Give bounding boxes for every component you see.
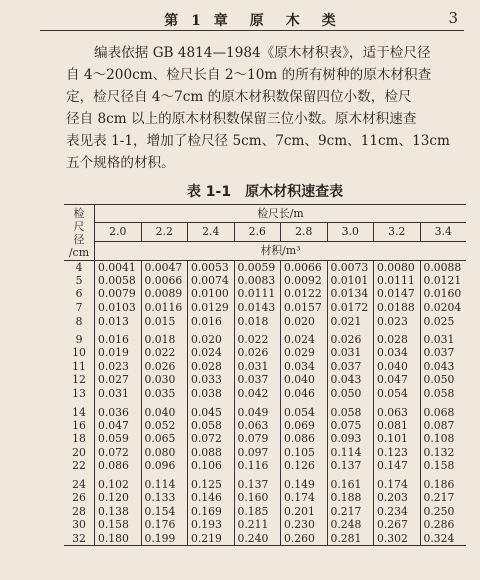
volume-cell: 0.176 bbox=[141, 518, 188, 532]
volume-cell: 0.079 bbox=[234, 432, 281, 446]
volume-cell: 0.147 bbox=[374, 460, 421, 474]
table-row bbox=[64, 387, 466, 401]
volume-cell: 0.075 bbox=[327, 419, 374, 433]
volume-cell: 0.037 bbox=[420, 346, 466, 360]
volume-cell: 0.0147 bbox=[374, 288, 421, 302]
length-cell: 2.4 bbox=[188, 223, 235, 242]
table-row bbox=[64, 518, 466, 532]
volume-cell: 0.132 bbox=[420, 446, 466, 460]
volume-cell: 0.093 bbox=[327, 432, 374, 446]
volume-cell: 0.286 bbox=[420, 518, 466, 532]
volume-table bbox=[64, 204, 466, 546]
volume-cell: 0.043 bbox=[327, 374, 374, 388]
volume-cell: 0.019 bbox=[98, 346, 129, 360]
volume-cell: 0.120 bbox=[98, 491, 129, 505]
volume-cell: 0.072 bbox=[188, 432, 235, 446]
volume-cell: 0.045 bbox=[188, 401, 235, 419]
volume-cell: 0.0100 bbox=[188, 288, 235, 302]
volume-cell: 0.199 bbox=[141, 532, 188, 546]
volume-cell: 0.088 bbox=[188, 446, 235, 460]
length-cell: 3.0 bbox=[327, 223, 374, 242]
volume-cell: 0.013 bbox=[98, 314, 129, 328]
volume-cell: 0.0121 bbox=[420, 274, 466, 288]
volume-cell: 0.028 bbox=[188, 360, 235, 374]
volume-cell: 0.248 bbox=[327, 518, 374, 532]
diameter-cell: 10 bbox=[64, 346, 95, 360]
table-row bbox=[64, 274, 466, 288]
volume-cell: 0.034 bbox=[374, 346, 421, 360]
intro-paragraph bbox=[66, 42, 464, 174]
paragraph-line: 编表依据 GB 4814—1984《原木材积表》，适于检尺径 bbox=[94, 45, 431, 61]
diameter-cell: 9 bbox=[64, 328, 95, 346]
volume-cell: 0.234 bbox=[374, 505, 421, 519]
volume-cell: 0.0066 bbox=[141, 274, 188, 288]
volume-cell: 0.146 bbox=[188, 491, 235, 505]
length-cell: 2.6 bbox=[234, 223, 281, 242]
table-row bbox=[64, 360, 466, 374]
volume-cell: 0.081 bbox=[374, 419, 421, 433]
volume-cell: 0.161 bbox=[327, 473, 374, 491]
diameter-cell: 16 bbox=[64, 419, 95, 433]
volume-cell: 0.024 bbox=[281, 328, 328, 346]
volume-cell: 0.114 bbox=[141, 473, 188, 491]
chapter-title: 第 1 章 原 木 类 bbox=[164, 13, 340, 29]
paragraph-line: 五个规格的材积。 bbox=[66, 155, 175, 171]
volume-cell: 0.022 bbox=[141, 346, 188, 360]
volume-cell: 0.260 bbox=[281, 532, 328, 546]
volume-cell: 0.059 bbox=[98, 432, 129, 446]
volume-cell: 0.034 bbox=[281, 360, 328, 374]
diameter-cell: 13 bbox=[64, 387, 95, 401]
volume-cell: 0.054 bbox=[281, 401, 328, 419]
volume-cell: 0.106 bbox=[188, 460, 235, 474]
volume-cell: 0.042 bbox=[234, 387, 281, 401]
paragraph-line: 自 4～200cm、检尺长自 2～10m 的所有树种的原木材积查 bbox=[66, 67, 432, 83]
volume-cell: 0.029 bbox=[281, 346, 328, 360]
diameter-cell: 11 bbox=[64, 360, 95, 374]
volume-cell: 0.024 bbox=[188, 346, 235, 360]
volume-cell: 0.086 bbox=[281, 432, 328, 446]
diameter-cell: 12 bbox=[64, 374, 95, 388]
volume-cell: 0.072 bbox=[98, 445, 129, 459]
volume-cell: 0.036 bbox=[98, 405, 129, 419]
table-row bbox=[64, 532, 466, 546]
volume-cell: 0.324 bbox=[420, 532, 466, 546]
volume-cell: 0.0079 bbox=[98, 287, 136, 301]
volume-cell: 0.050 bbox=[420, 374, 466, 388]
volume-cell: 0.063 bbox=[234, 419, 281, 433]
table-row bbox=[64, 473, 466, 491]
volume-cell: 0.063 bbox=[374, 401, 421, 419]
paragraph-line: 表见表 1-1，增加了检尺径 5cm、7cm、9cm、11cm、13cm bbox=[66, 133, 450, 149]
diameter-cell: 20 bbox=[64, 446, 95, 460]
volume-cell: 0.160 bbox=[234, 491, 281, 505]
volume-cell: 0.211 bbox=[234, 518, 281, 532]
volume-cell: 0.0160 bbox=[420, 288, 466, 302]
stub-line: /cm bbox=[68, 245, 90, 259]
volume-header-text: 材积/m³ bbox=[260, 244, 301, 257]
diameter-cell: 8 bbox=[64, 315, 95, 329]
volume-cell: 0.116 bbox=[234, 460, 281, 474]
volume-cell: 0.102 bbox=[98, 478, 129, 492]
length-cell: 2.0 bbox=[95, 223, 142, 242]
table-row bbox=[64, 315, 466, 329]
volume-cell: 0.047 bbox=[98, 418, 129, 432]
volume-cell: 0.040 bbox=[374, 360, 421, 374]
table-row bbox=[64, 432, 466, 446]
volume-cell: 0.188 bbox=[327, 491, 374, 505]
volume-cell: 0.0103 bbox=[98, 301, 136, 315]
volume-cell: 0.020 bbox=[188, 328, 235, 346]
volume-cell: 0.016 bbox=[98, 333, 129, 347]
diameter-cell: 24 bbox=[64, 473, 95, 491]
stub-line: 径 bbox=[73, 232, 85, 246]
volume-cell: 0.018 bbox=[234, 315, 281, 329]
volume-cell: 0.0089 bbox=[141, 288, 188, 302]
table-row bbox=[64, 401, 466, 419]
table-row bbox=[64, 346, 466, 360]
volume-cell: 0.126 bbox=[281, 460, 328, 474]
volume-cell: 0.040 bbox=[141, 401, 188, 419]
table-row bbox=[64, 288, 466, 302]
volume-cell: 0.137 bbox=[327, 460, 374, 474]
volume-cell: 0.138 bbox=[98, 504, 129, 518]
volume-cell: 0.047 bbox=[374, 374, 421, 388]
volume-cell: 0.169 bbox=[188, 505, 235, 519]
volume-cell: 0.0111 bbox=[234, 288, 281, 302]
table-row bbox=[64, 505, 466, 519]
volume-cell: 0.0111 bbox=[374, 274, 421, 288]
volume-cell: 0.058 bbox=[420, 387, 466, 401]
volume-cell: 0.0092 bbox=[281, 274, 328, 288]
volume-cell: 0.0053 bbox=[188, 261, 235, 275]
volume-cell: 0.0122 bbox=[281, 288, 328, 302]
volume-cell: 0.038 bbox=[188, 387, 235, 401]
volume-cell: 0.043 bbox=[420, 360, 466, 374]
volume-cell: 0.267 bbox=[374, 518, 421, 532]
stub-line: 尺 bbox=[73, 219, 85, 233]
diameter-cell: 32 bbox=[64, 532, 95, 546]
table-row bbox=[64, 301, 466, 315]
volume-cell: 0.031 bbox=[98, 387, 129, 401]
length-cell: 2.8 bbox=[281, 223, 328, 242]
volume-cell: 0.0088 bbox=[420, 261, 466, 275]
volume-cell: 0.031 bbox=[420, 328, 466, 346]
volume-cell: 0.052 bbox=[141, 419, 188, 433]
volume-cell: 0.0080 bbox=[374, 261, 421, 275]
length-cell: 3.2 bbox=[374, 223, 421, 242]
volume-cell: 0.123 bbox=[374, 446, 421, 460]
volume-cell: 0.133 bbox=[141, 491, 188, 505]
volume-cell: 0.022 bbox=[234, 328, 281, 346]
volume-cell: 0.097 bbox=[234, 446, 281, 460]
volume-cell: 0.027 bbox=[98, 373, 129, 387]
diameter-cell: 28 bbox=[64, 505, 95, 519]
stub-line: 检 bbox=[73, 206, 85, 220]
volume-cell: 0.281 bbox=[327, 532, 374, 546]
volume-cell: 0.0058 bbox=[98, 273, 136, 287]
volume-cell: 0.065 bbox=[141, 432, 188, 446]
length-row bbox=[64, 223, 466, 242]
diameter-stub-header bbox=[64, 205, 95, 261]
volume-cell: 0.031 bbox=[327, 346, 374, 360]
volume-cell: 0.049 bbox=[234, 401, 281, 419]
page-header bbox=[40, 8, 464, 31]
volume-cell: 0.158 bbox=[98, 518, 129, 532]
diameter-cell: 5 bbox=[64, 274, 95, 288]
table-row bbox=[64, 374, 466, 388]
volume-cell: 0.021 bbox=[327, 315, 374, 329]
volume-cell: 0.0047 bbox=[141, 261, 188, 275]
volume-cell: 0.016 bbox=[188, 315, 235, 329]
volume-cell: 0.0074 bbox=[188, 274, 235, 288]
volume-cell: 0.0101 bbox=[327, 274, 374, 288]
volume-cell: 0.0172 bbox=[327, 301, 374, 315]
volume-cell: 0.033 bbox=[188, 374, 235, 388]
volume-cell: 0.174 bbox=[281, 491, 328, 505]
volume-cell: 0.203 bbox=[374, 491, 421, 505]
volume-cell: 0.028 bbox=[374, 328, 421, 346]
volume-cell: 0.069 bbox=[281, 419, 328, 433]
diameter-cell: 14 bbox=[64, 401, 95, 419]
volume-cell: 0.026 bbox=[234, 346, 281, 360]
volume-cell: 0.0129 bbox=[188, 301, 235, 315]
volume-cell: 0.0157 bbox=[281, 301, 328, 315]
volume-cell: 0.0083 bbox=[234, 274, 281, 288]
volume-cell: 0.040 bbox=[281, 374, 328, 388]
length-cell: 2.2 bbox=[141, 223, 188, 242]
volume-cell: 0.105 bbox=[281, 446, 328, 460]
diameter-cell: 26 bbox=[64, 491, 95, 505]
volume-cell: 0.137 bbox=[234, 473, 281, 491]
volume-cell: 0.023 bbox=[98, 359, 129, 373]
paragraph-line: 径自 8cm 以上的原木材积数保留三位小数。原木材积速查 bbox=[66, 111, 417, 127]
volume-cell: 0.0143 bbox=[234, 301, 281, 315]
volume-cell: 0.054 bbox=[374, 387, 421, 401]
volume-cell: 0.023 bbox=[374, 315, 421, 329]
table-row bbox=[64, 491, 466, 505]
volume-header bbox=[95, 242, 467, 261]
volume-cell: 0.180 bbox=[95, 532, 142, 546]
volume-cell: 0.219 bbox=[188, 532, 235, 546]
volume-cell: 0.217 bbox=[327, 505, 374, 519]
volume-cell: 0.186 bbox=[420, 473, 466, 491]
diameter-cell: 4 bbox=[64, 261, 95, 275]
table-row bbox=[64, 419, 466, 433]
volume-cell: 0.174 bbox=[374, 473, 421, 491]
diameter-cell: 30 bbox=[64, 518, 95, 532]
volume-cell: 0.086 bbox=[98, 459, 129, 473]
volume-cell: 0.217 bbox=[420, 491, 466, 505]
volume-cell: 0.201 bbox=[281, 505, 328, 519]
volume-cell: 0.154 bbox=[141, 505, 188, 519]
volume-cell: 0.0188 bbox=[374, 301, 421, 315]
volume-cell: 0.058 bbox=[327, 401, 374, 419]
volume-cell: 0.050 bbox=[327, 387, 374, 401]
volume-cell: 0.185 bbox=[234, 505, 281, 519]
volume-cell: 0.037 bbox=[234, 374, 281, 388]
volume-cell: 0.018 bbox=[141, 328, 188, 346]
table-row bbox=[64, 460, 466, 474]
volume-cell: 0.068 bbox=[420, 401, 466, 419]
length-cell: 3.4 bbox=[420, 223, 466, 242]
volume-cell: 0.240 bbox=[234, 532, 281, 546]
volume-cell: 0.080 bbox=[141, 446, 188, 460]
volume-cell: 0.158 bbox=[420, 460, 466, 474]
volume-cell: 0.015 bbox=[141, 315, 188, 329]
diameter-cell: 18 bbox=[64, 432, 95, 446]
volume-cell: 0.125 bbox=[188, 473, 235, 491]
volume-cell: 0.035 bbox=[141, 387, 188, 401]
volume-cell: 0.0041 bbox=[98, 260, 136, 274]
volume-cell: 0.030 bbox=[141, 374, 188, 388]
table-caption: 表 1-1 原木材积速查表 bbox=[186, 184, 344, 200]
volume-cell: 0.0116 bbox=[141, 301, 188, 315]
volume-cell: 0.230 bbox=[281, 518, 328, 532]
volume-cell: 0.096 bbox=[141, 460, 188, 474]
volume-cell: 0.114 bbox=[327, 446, 374, 460]
volume-cell: 0.0066 bbox=[281, 261, 328, 275]
diameter-cell: 6 bbox=[64, 288, 95, 302]
volume-cell: 0.0073 bbox=[327, 261, 374, 275]
volume-cell: 0.149 bbox=[281, 473, 328, 491]
volume-cell: 0.0059 bbox=[234, 261, 281, 275]
volume-cell: 0.046 bbox=[281, 387, 328, 401]
table-row bbox=[64, 261, 466, 275]
volume-cell: 0.108 bbox=[420, 432, 466, 446]
volume-cell: 0.026 bbox=[327, 328, 374, 346]
volume-cell: 0.020 bbox=[281, 315, 328, 329]
table-row bbox=[64, 446, 466, 460]
volume-cell: 0.058 bbox=[188, 419, 235, 433]
diameter-cell: 7 bbox=[64, 301, 95, 315]
volume-cell: 0.193 bbox=[188, 518, 235, 532]
volume-cell: 0.087 bbox=[420, 419, 466, 433]
volume-cell: 0.0134 bbox=[327, 288, 374, 302]
volume-cell: 0.302 bbox=[374, 532, 421, 546]
volume-cell: 0.031 bbox=[234, 360, 281, 374]
page-number: 3 bbox=[448, 9, 458, 27]
volume-cell: 0.101 bbox=[374, 432, 421, 446]
diameter-cell: 22 bbox=[64, 460, 95, 474]
table-body bbox=[64, 261, 466, 546]
volume-cell: 0.037 bbox=[327, 360, 374, 374]
table-row bbox=[64, 328, 466, 346]
volume-cell: 0.026 bbox=[141, 360, 188, 374]
volume-cell: 0.0204 bbox=[420, 301, 466, 315]
volume-cell: 0.250 bbox=[420, 505, 466, 519]
paragraph-line: 定，检尺径自 4～7cm 的原木材积数保留四位小数，检尺 bbox=[66, 89, 412, 105]
length-header: 检尺长/m bbox=[95, 205, 467, 223]
volume-cell: 0.025 bbox=[420, 315, 466, 329]
